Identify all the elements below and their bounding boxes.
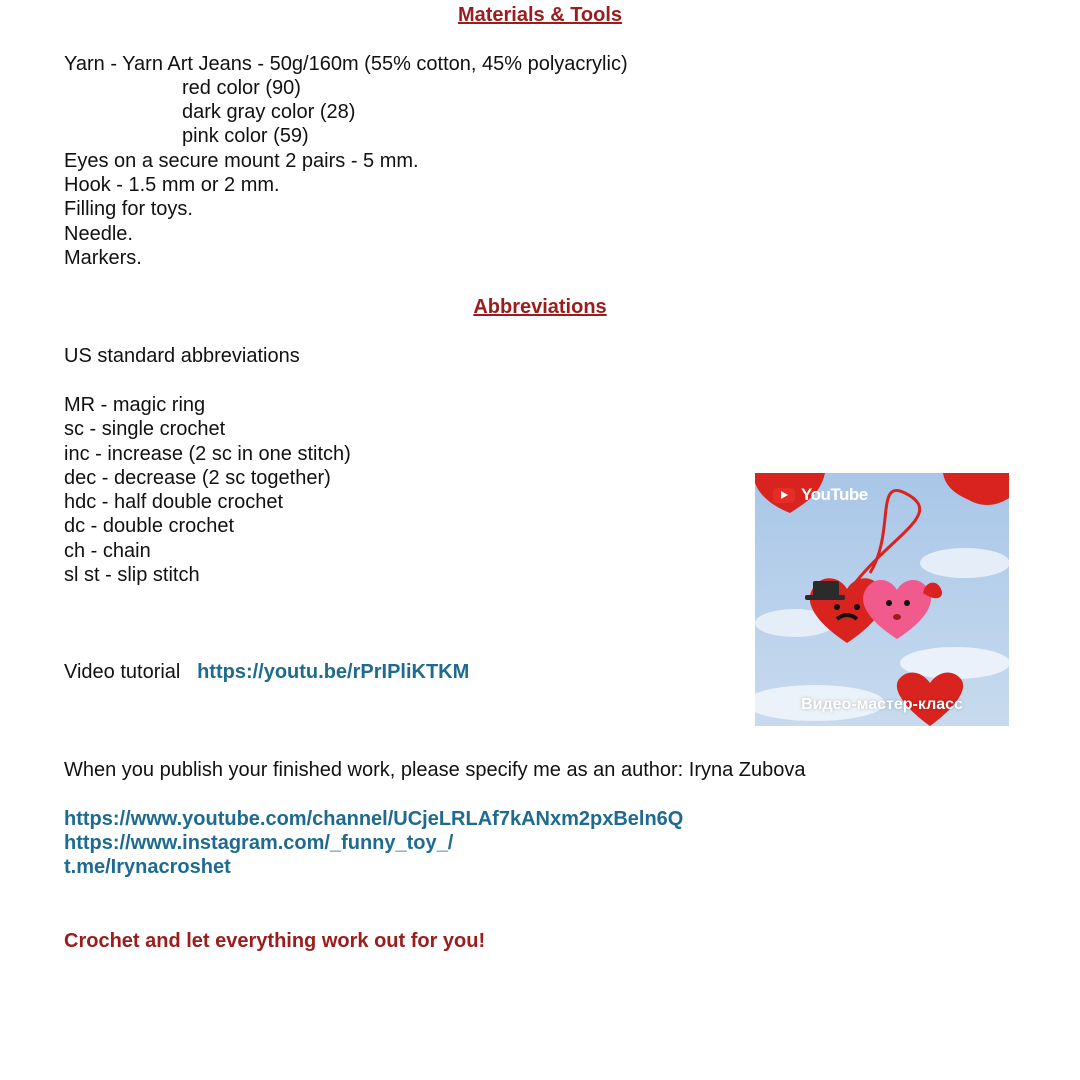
video-tutorial-link[interactable]: https://youtu.be/rPrIPliKTKM bbox=[197, 661, 470, 683]
youtube-logo-icon bbox=[773, 488, 795, 503]
youtube-brand-text: YouTube bbox=[801, 485, 868, 504]
material-item: Filling for toys. bbox=[64, 198, 193, 220]
video-tutorial-row bbox=[64, 660, 469, 684]
youtube-badge bbox=[773, 485, 868, 505]
abbreviation-item: sc - single crochet bbox=[64, 418, 226, 440]
yarn-line: Yarn - Yarn Art Jeans - 50g/160m (55% cotton, 45% polyacrylic) bbox=[64, 53, 628, 75]
abbreviation-item: MR - magic ring bbox=[64, 394, 206, 416]
material-item: Markers. bbox=[64, 247, 142, 269]
abbreviation-item: hdc - half double crochet bbox=[64, 491, 284, 513]
material-item: Eyes on a secure mount 2 pairs - 5 mm. bbox=[64, 150, 419, 172]
abbreviation-item: dec - decrease (2 sc together) bbox=[64, 467, 331, 489]
telegram-link[interactable]: t.me/Irynacroshet bbox=[64, 856, 231, 878]
thumbnail-illustration bbox=[755, 473, 1009, 726]
closing-message: Crochet and let everything work out for you! bbox=[64, 930, 486, 952]
abbreviations-heading: Abbreviations bbox=[473, 296, 607, 318]
thumbnail-caption: Видео-мастер-класс bbox=[801, 696, 963, 713]
abbreviations-standard: US standard abbreviations bbox=[64, 345, 300, 367]
material-item: Needle. bbox=[64, 223, 133, 245]
abbreviation-item: ch - chain bbox=[64, 540, 151, 562]
color-item: red color (90) bbox=[182, 77, 301, 99]
youtube-channel-link[interactable]: https://www.youtube.com/channel/UCjeLRLAf7kANxm2pxBeln6Q bbox=[64, 808, 684, 830]
materials-heading: Materials & Tools bbox=[457, 4, 623, 26]
author-note: When you publish your finished work, please specify me as an author: Iryna Zubova bbox=[64, 759, 806, 781]
abbreviation-item: sl st - slip stitch bbox=[64, 564, 200, 586]
abbreviation-item: dc - double crochet bbox=[64, 515, 235, 537]
video-tutorial-label: Video tutorial bbox=[64, 661, 181, 683]
video-thumbnail[interactable] bbox=[755, 473, 1009, 726]
material-item: Hook - 1.5 mm or 2 mm. bbox=[64, 174, 280, 196]
abbreviation-item: inc - increase (2 sc in one stitch) bbox=[64, 443, 351, 465]
instagram-link[interactable]: https://www.instagram.com/_funny_toy_/ bbox=[64, 832, 454, 854]
top-hat bbox=[813, 581, 839, 597]
color-item: dark gray color (28) bbox=[182, 101, 356, 123]
color-item: pink color (59) bbox=[182, 125, 309, 147]
